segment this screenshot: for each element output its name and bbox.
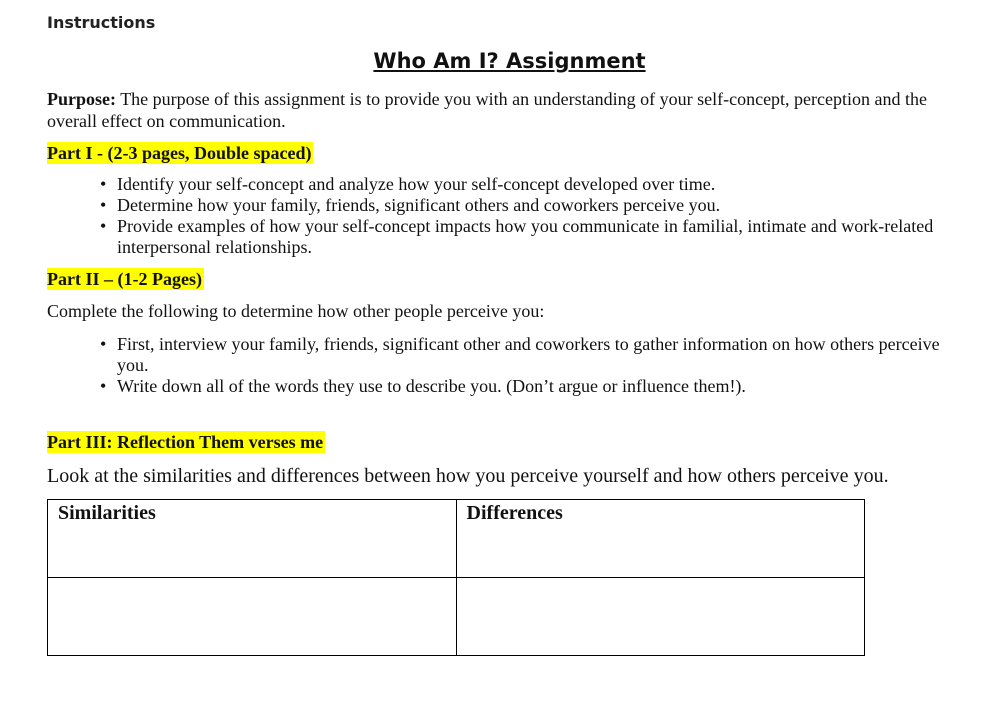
table-header-similarities: Similarities [48, 500, 457, 578]
list-item: • Identify your self-concept and analyze how your self-concept developed over time. [117, 174, 962, 195]
part1-heading-wrap [47, 142, 962, 164]
assignment-title: Who Am I? Assignment [373, 49, 646, 73]
part3-heading-wrap [47, 431, 962, 453]
document-body [47, 46, 962, 656]
comparison-table [47, 499, 865, 656]
table-header-differences: Differences [456, 500, 864, 578]
purpose-label: Purpose: [47, 89, 116, 109]
list-item: • Provide examples of how your self-concept impacts how you communicate in familial, intimate and work-related interpersonal relationships. [117, 216, 962, 258]
table-cell-similarities[interactable] [48, 578, 457, 656]
part3-intro: Look at the similarities and differences between how you perceive yourself and how others perceive you. [47, 465, 889, 487]
part2-heading-wrap [47, 268, 962, 290]
list-item: • Write down all of the words they use to describe you. (Don’t argue or influence them!). [117, 376, 962, 397]
part2-heading: Part II – (1-2 Pages) [47, 269, 202, 289]
part2-intro: Complete the following to determine how other people perceive you: [47, 301, 545, 321]
part3-heading: Part III: Reflection Them verses me [47, 432, 324, 452]
table-header-row [48, 500, 865, 578]
list-item: • First, interview your family, friends, significant other and coworkers to gather information on how others perceive you. [117, 334, 962, 376]
purpose-text: The purpose of this assignment is to provide you with an understanding of your self-concept, perception and the overall effect on communication. [47, 89, 927, 131]
part2-bullet-list [47, 334, 962, 397]
part1-bullet-list [47, 174, 962, 258]
part1-heading: Part I - (2-3 pages, Double spaced) [47, 143, 312, 163]
list-item: • Determine how your family, friends, significant others and coworkers perceive you. [117, 195, 962, 216]
purpose-paragraph [47, 88, 962, 132]
page-heading: Instructions [47, 13, 156, 32]
table-row [48, 578, 865, 656]
table-cell-differences[interactable] [456, 578, 864, 656]
spacer [47, 407, 962, 431]
